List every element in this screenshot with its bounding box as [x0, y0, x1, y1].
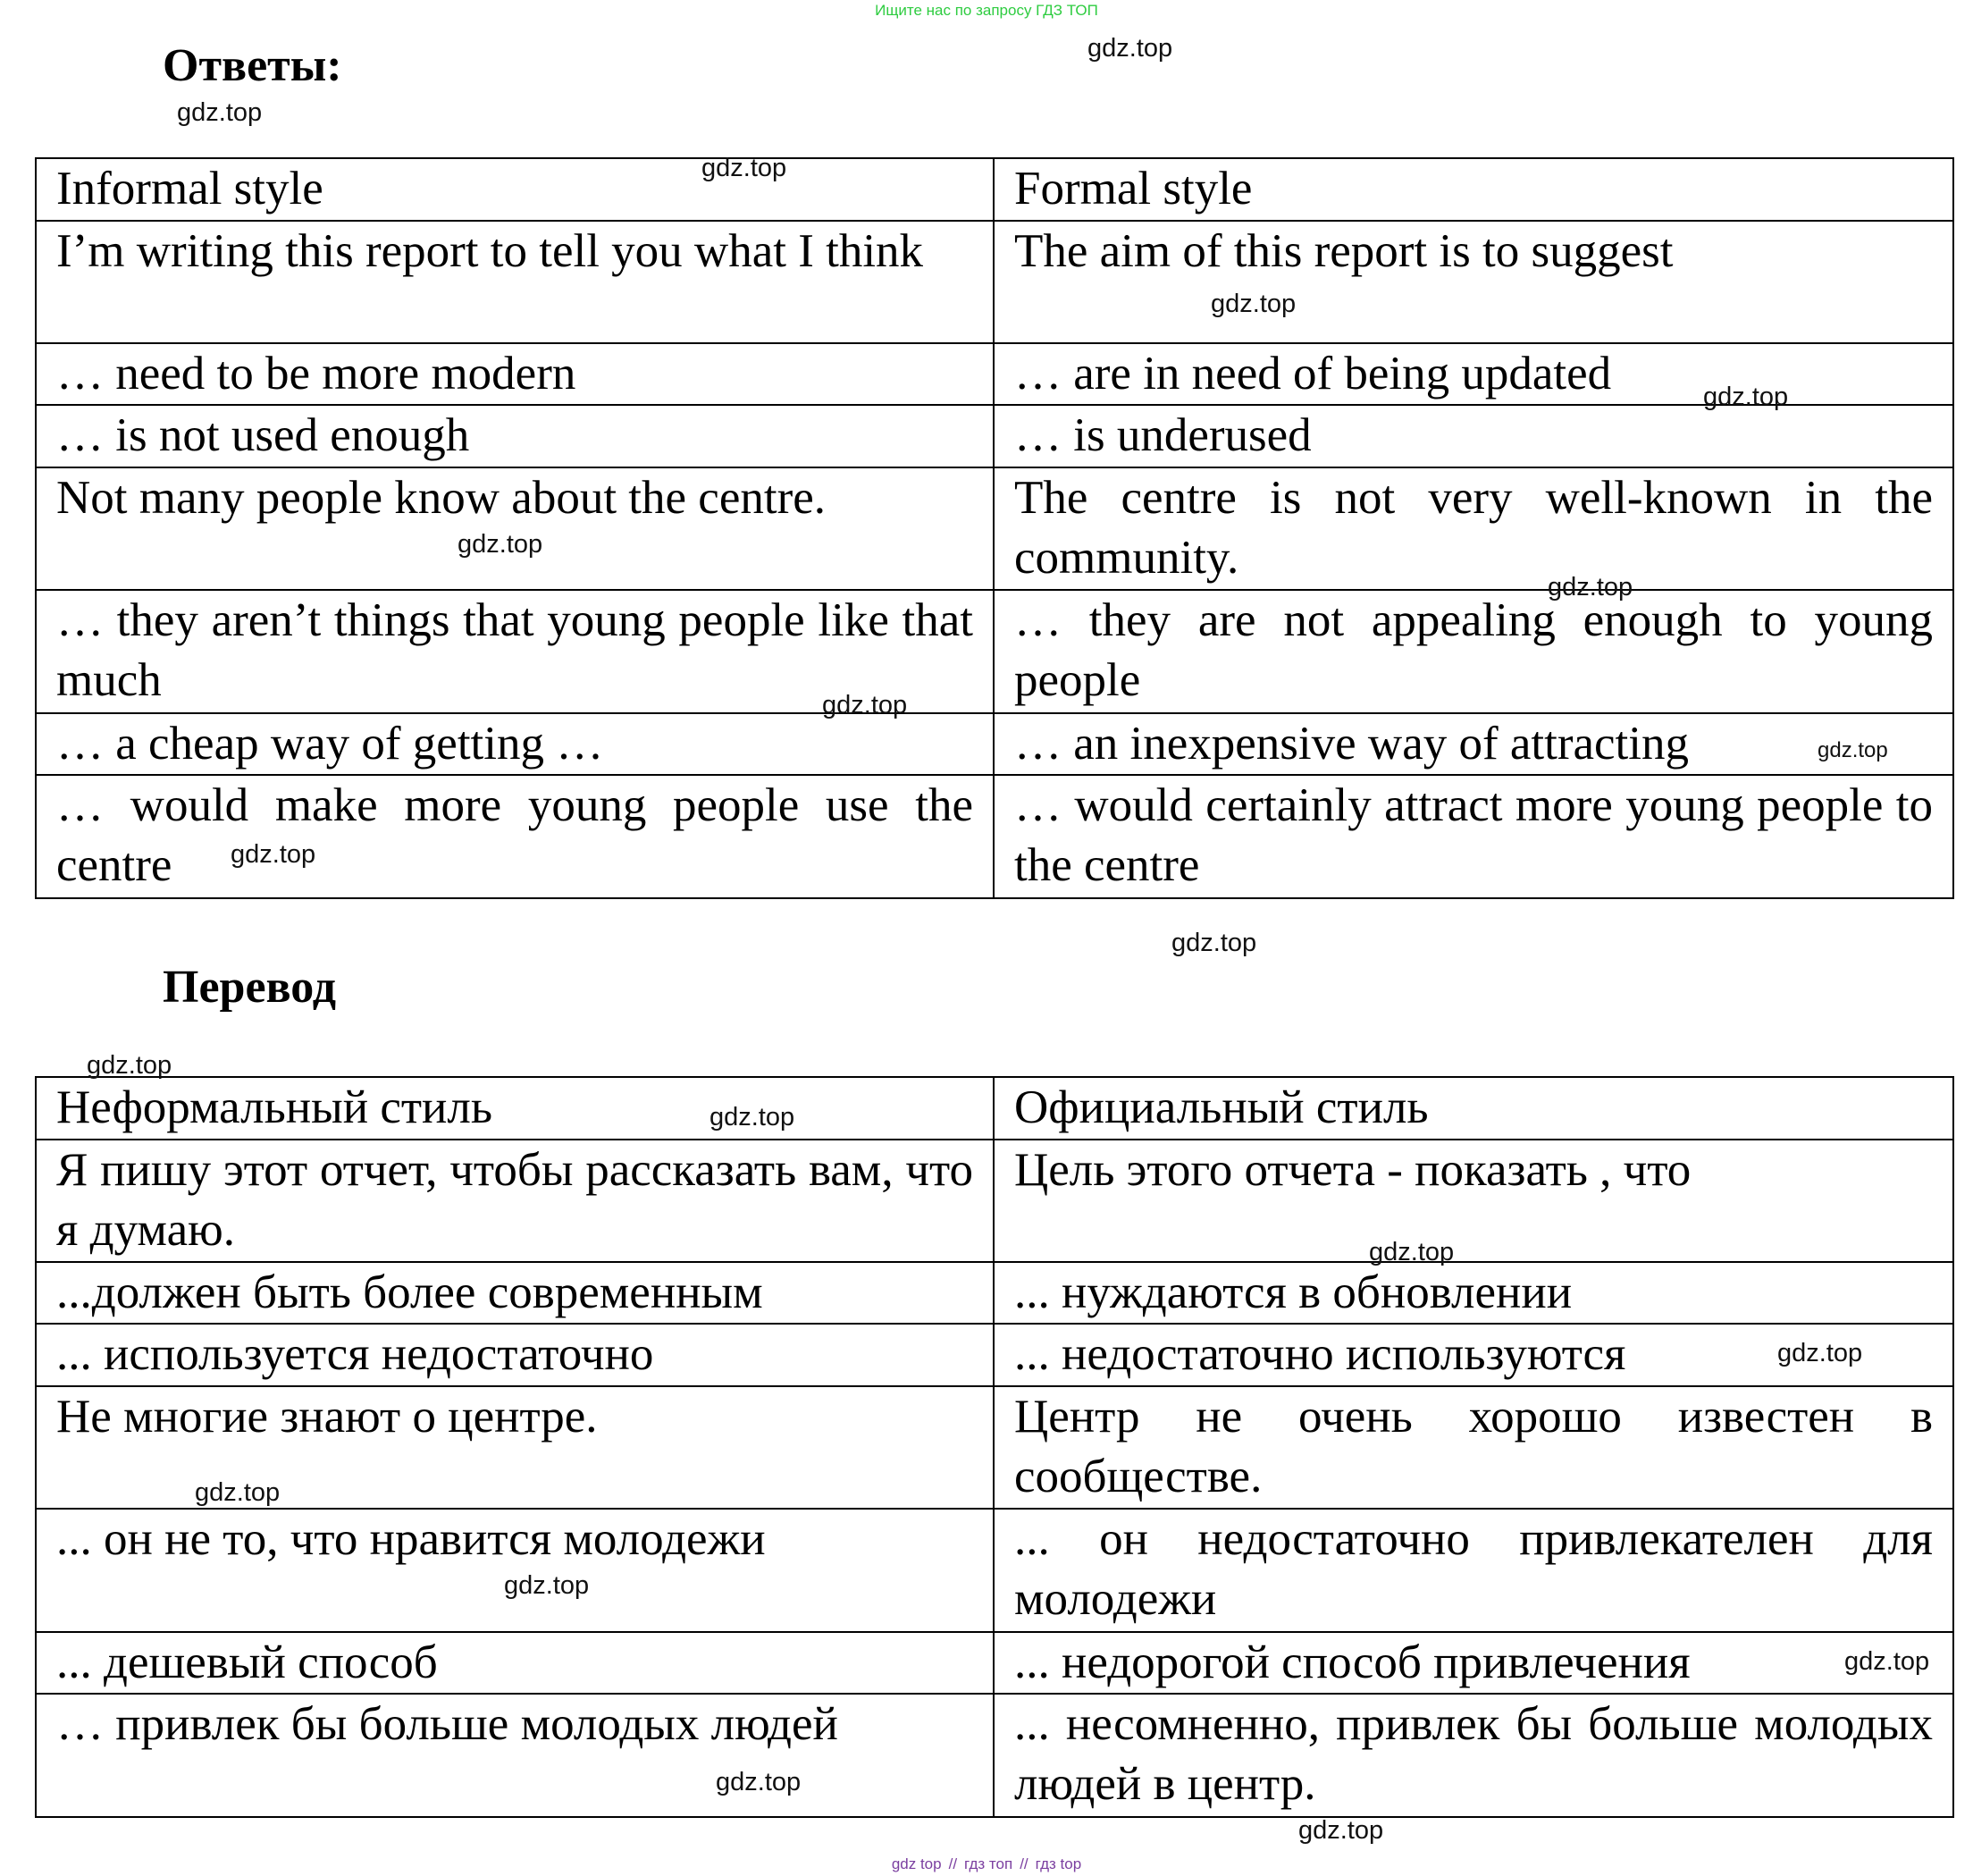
watermark: gdz.top [1548, 573, 1633, 601]
informal-cell: Я пишу этот отчет, чтобы рассказать вам, что я думаю. [36, 1140, 994, 1262]
informal-cell: … would make more young people use the centre [36, 775, 994, 898]
formal-cell: … an inexpensive way of attracting [994, 713, 1953, 775]
formal-cell: ... он недостаточно привлекателен для молодежи [994, 1509, 1953, 1632]
footer-separator: // [1020, 1855, 1028, 1872]
footer-item: гдз top [1035, 1855, 1082, 1872]
translation-heading: Перевод [163, 962, 337, 1013]
formal-cell: Центр не очень хорошо известен в сообществе. [994, 1386, 1953, 1509]
answers-table [35, 157, 1954, 899]
translation-table [35, 1076, 1954, 1818]
watermark: gdz.top [822, 691, 908, 719]
watermark: gdz.top [458, 530, 543, 559]
watermark: gdz.top [1703, 383, 1789, 411]
formal-cell: ... недорогой способ привлечения [994, 1632, 1953, 1694]
watermark: gdz.top [1087, 34, 1173, 63]
table-row [36, 343, 1953, 405]
formal-cell: The aim of this report is to suggest [994, 221, 1953, 343]
watermark: gdz.top [195, 1478, 281, 1507]
watermark: gdz.top [709, 1103, 795, 1131]
watermark: gdz.top [1369, 1238, 1455, 1266]
formal-cell: … is underused [994, 405, 1953, 467]
footer-item: гдз топ [964, 1855, 1013, 1872]
formal-cell: … they are not appealing enough to young people [994, 590, 1953, 713]
formal-cell: … are in need of being updated [994, 343, 1953, 405]
table-row [36, 467, 1953, 590]
table-header-row [36, 1077, 1953, 1140]
watermark: gdz.top [504, 1571, 590, 1600]
watermark: gdz.top [87, 1051, 172, 1080]
watermark: gdz.top [1818, 738, 1888, 762]
formal-cell: … would certainly attract more young people to the centre [994, 775, 1953, 898]
footer [0, 1855, 1973, 1873]
watermark: gdz.top [1844, 1647, 1930, 1676]
informal-cell: … they aren’t things that young people like that much [36, 590, 994, 713]
table-row [36, 775, 1953, 898]
table-row [36, 713, 1953, 775]
formal-cell: ... недостаточно используются [994, 1324, 1953, 1386]
watermark: gdz.top [716, 1768, 802, 1796]
informal-header: Неформальный стиль [36, 1077, 994, 1140]
watermark: gdz.top [1211, 290, 1297, 318]
informal-cell: I’m writing this report to tell you what I think [36, 221, 994, 343]
formal-cell: The centre is not very well-known in the community. [994, 467, 1953, 590]
footer-item: gdz top [891, 1855, 942, 1872]
watermark: gdz.top [1298, 1816, 1384, 1845]
table-row [36, 590, 1953, 713]
table-row [36, 1324, 1953, 1386]
watermark: gdz.top [177, 98, 263, 127]
table-row [36, 1262, 1953, 1324]
formal-header: Официальный стиль [994, 1077, 1953, 1140]
watermark: gdz.top [701, 154, 787, 182]
informal-cell: … a cheap way of getting … [36, 713, 994, 775]
table-header-row [36, 158, 1953, 221]
formal-cell: ... нуждаются в обновлении [994, 1262, 1953, 1324]
table-row [36, 1632, 1953, 1694]
informal-cell: ...должен быть более современным [36, 1262, 994, 1324]
formal-cell: Цель этого отчета - показать , что [994, 1140, 1953, 1262]
informal-cell: Не многие знают о центре. [36, 1386, 994, 1509]
watermark: gdz.top [1171, 929, 1257, 957]
informal-cell: ... дешевый способ [36, 1632, 994, 1694]
informal-cell: … need to be more modern [36, 343, 994, 405]
table-row [36, 405, 1953, 467]
formal-header: Formal style [994, 158, 1953, 221]
informal-cell: Not many people know about the centre. [36, 467, 994, 590]
informal-cell: … привлек бы больше молодых людей [36, 1694, 994, 1817]
formal-cell: ... несомненно, привлек бы больше молодых людей в центр. [994, 1694, 1953, 1817]
answers-heading: Ответы: [163, 40, 342, 91]
table-row [36, 1140, 1953, 1262]
informal-cell: ... он не то, что нравится молодежи [36, 1509, 994, 1632]
informal-cell: ... используется недостаточно [36, 1324, 994, 1386]
table-row [36, 221, 1953, 343]
informal-header: Informal style [36, 158, 994, 221]
informal-cell: … is not used enough [36, 405, 994, 467]
table-row [36, 1694, 1953, 1817]
top-notice: Ищите нас по запросу ГДЗ ТОП [875, 2, 1098, 19]
watermark: gdz.top [1777, 1339, 1863, 1367]
watermark: gdz.top [231, 840, 316, 869]
table-row [36, 1386, 1953, 1509]
table-row [36, 1509, 1953, 1632]
footer-separator: // [948, 1855, 958, 1872]
